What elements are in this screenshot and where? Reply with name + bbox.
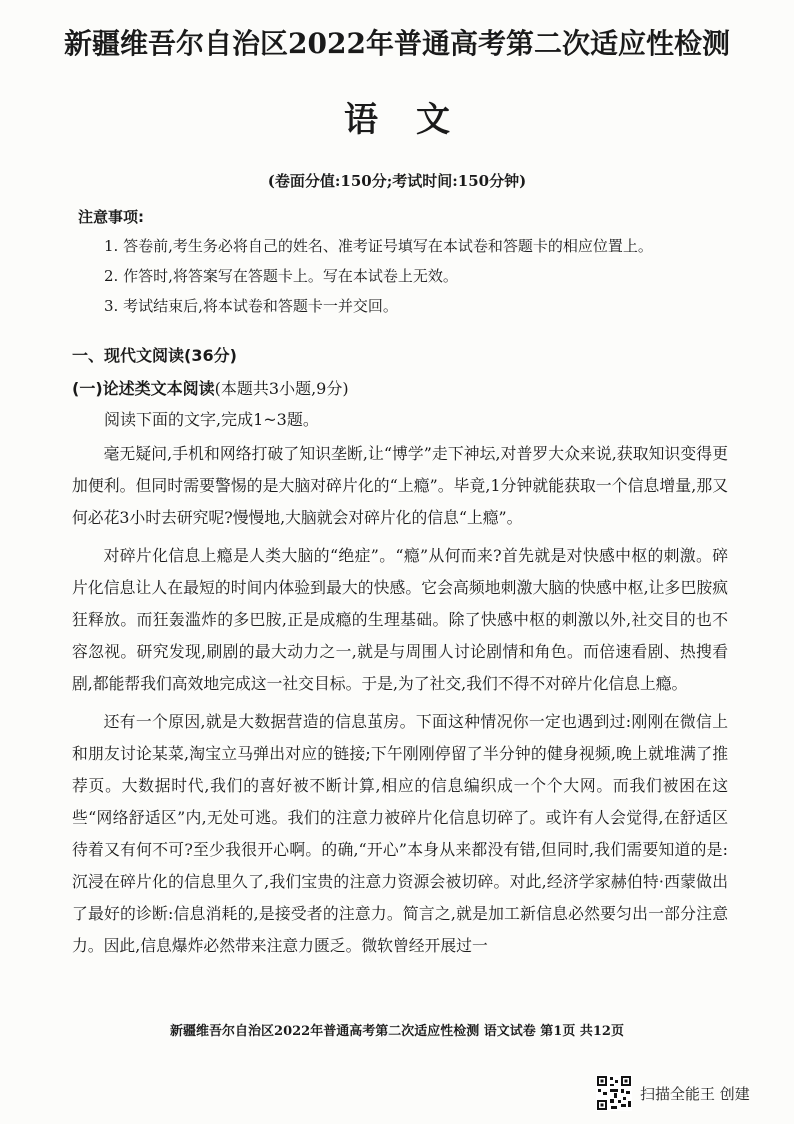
subsection-title: [72, 376, 349, 399]
notes-heading: 注意事项:: [78, 208, 144, 226]
page-footer: 新疆维吾尔自治区2022年普通高考第二次适应性检测 语文试卷 第1页 共12页: [170, 1024, 624, 1039]
passage-paragraph: 毫无疑问,手机和网络打破了知识垄断,让“博学”走下神坛,对普罗大众来说,获取知识变得更加便利。但同时需要警惕的是大脑对碎片化的“上瘾”。毕竟,1分钟就能获取一个信息增量,那又何必花3小时去研究呢?慢慢地,大脑就会对碎片化的信息“上瘾”。: [72, 444, 728, 527]
notes-block: [78, 206, 758, 325]
watermark-text: 扫描全能王 创建: [640, 1084, 750, 1103]
exam-info: (卷面分值:150分;考试时间:150分钟): [267, 172, 527, 190]
subsection-detail: (本题共3小题,9分): [214, 379, 349, 398]
qr-code-icon: [596, 1075, 632, 1111]
scanner-watermark: [596, 1074, 750, 1112]
exam-title: 新疆维吾尔自治区2022年普通高考第二次适应性检测: [64, 27, 730, 60]
notes-item: 2. 作答时,将答案写在答题卡上。写在本试卷上无效。: [104, 267, 458, 285]
notes-item: 3. 考试结束后,将本试卷和答题卡一并交回。: [104, 297, 398, 315]
passage-paragraph: 对碎片化信息上瘾是人类大脑的“绝症”。“瘾”从何而来?首先就是对快感中枢的刺激。碎片化信息让人在最短的时间内体验到最大的快感。它会高频地刺激大脑的快感中枢,让多巴胺疯狂释放。而狂轰滥炸的多巴胺,正是成瘾的生理基础。除了快感中枢的刺激以外,社交目的也不容忽视。研究发现,刷剧的最大动力之一,就是与周围人讨论剧情和角色。而倍速看剧、热搜看剧,都能帮我们高效地完成这一社交目标。于是,为了社交,我们不得不对碎片化信息上瘾。: [72, 546, 728, 693]
passage-paragraph: 还有一个原因,就是大数据营造的信息茧房。下面这种情况你一定也遇到过:刚刚在微信上和朋友讨论某菜,淘宝立马弹出对应的链接;下午刚刚停留了半分钟的健身视频,晚上就堆满了推荐页。大数据时代,我们的喜好被不断计算,相应的信息编织成一个个大网。而我们被困在这些“网络舒适区”内,无处可逃。我们的注意力被碎片化信息切碎了。或许有人会觉得,在舒适区待着又有何不可?至少我很开心啊。的确,“开心”本身从来都没有错,但同时,我们需要知道的是:沉浸在碎片化的信息里久了,我们宝贵的注意力资源会被切碎。对此,经济学家赫伯特·西蒙做出了最好的诊断:信息消耗的,是接受者的注意力。简言之,就是加工新信息必然要匀出一部分注意力。因此,信息爆炸必然带来注意力匮乏。微软曾经开展过一: [72, 712, 728, 955]
subject-title: 语文: [344, 100, 488, 140]
notes-item: 1. 答卷前,考生务必将自己的姓名、准考证号填写在本试卷和答题卡的相应位置上。: [104, 237, 653, 255]
reading-passage: [72, 438, 728, 968]
section-title: 一、现代文阅读(36分): [72, 346, 237, 365]
reading-instruction: 阅读下面的文字,完成1~3题。: [104, 410, 319, 429]
subsection-heading: (一)论述类文本阅读: [72, 379, 215, 398]
